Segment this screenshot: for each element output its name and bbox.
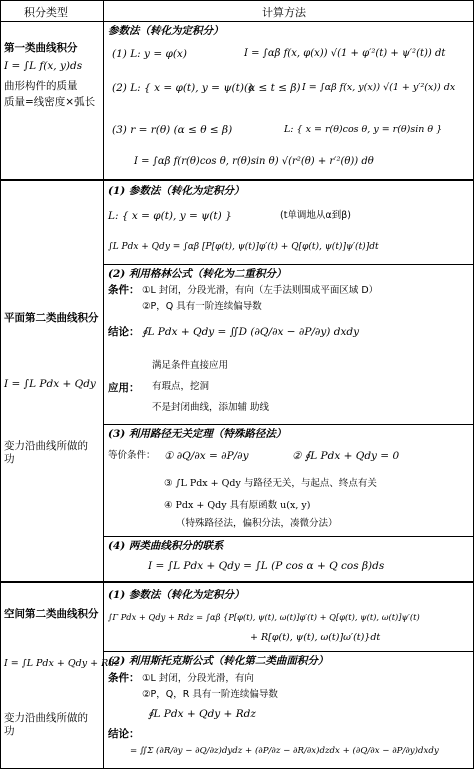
s2-m2-cond2: ②P，Q 具有一阶连续偏导数 xyxy=(142,301,262,312)
s1-case1-formula: I = ∫αβ f(x, φ(x)) √(1 + φ′²(t) + ψ′²(t)) dt xyxy=(244,48,446,59)
subcell-divider-c xyxy=(104,536,474,537)
s2-m1-note: (t单调地从α到β) xyxy=(280,210,351,221)
s2-m1-param: L: { x = φ(t), y = ψ(t) } xyxy=(108,210,232,222)
s3-title: 空间第二类曲线积分 xyxy=(4,608,99,620)
header-method: 计算方法 xyxy=(262,6,306,19)
s1-meaning-2: 质量=线密度×弧长 xyxy=(4,96,96,108)
s3-m2-cond1: ①L 封闭，分段光滑，有向 xyxy=(142,673,254,684)
s2-m3-c3: ③ ∫L Pdx + Qdy 与路径无关，与起点、终点有关 xyxy=(164,478,377,489)
row-divider-1 xyxy=(0,179,474,181)
s3-m1-formula: ∫Γ Pdx + Qdy + Rdz = ∫αβ {P[φ(t), ψ(t), ω(t)]φ′(t) + Q[φ(t), ψ(t), ω(t)]ψ′(t) xyxy=(108,612,420,622)
table-border-top xyxy=(0,0,474,1)
s3-m2-title: (2) 利用斯托克斯公式（转化第二类曲面积分） xyxy=(108,655,329,667)
s3-meaning: 变力沿曲线所做的功 xyxy=(4,712,88,738)
subcell-divider-a xyxy=(104,264,474,265)
s2-m3-cond-label: 等价条件： xyxy=(108,450,156,461)
s3-m2-concl-label: 结论： xyxy=(108,728,140,740)
subcell-divider-d xyxy=(104,651,474,652)
s2-m2-app1: 满足条件直接应用 xyxy=(152,360,229,371)
s2-m3-c2: ② ∮L Pdx + Qdy = 0 xyxy=(292,450,400,462)
s3-m2-concl-b: = ∬Σ (∂R/∂y − ∂Q/∂z)dydz + (∂P/∂z − ∂R/∂x)dzdx + (∂Q/∂x − ∂P/∂y)dxdy xyxy=(130,746,439,756)
s3-m1-title: (1) 参数法（转化为定积分） xyxy=(108,589,245,601)
row-divider-2 xyxy=(0,581,474,583)
s3-m2-cond2: ②P，Q，R 具有一阶连续偏导数 xyxy=(142,689,278,700)
s2-m1-title: (1) 参数法（转化为定积分） xyxy=(108,185,245,197)
s2-m2-cond-label: 条件： xyxy=(108,284,140,296)
s2-title: 平面第二类曲线积分 xyxy=(4,312,99,324)
subcell-divider-b xyxy=(104,424,474,425)
s1-case2-range: (α ≤ t ≤ β) xyxy=(244,82,301,94)
s2-m3-c1: ① ∂Q/∂x = ∂P/∂y xyxy=(164,450,249,462)
s1-case3-param: L: { x = r(θ)cos θ, y = r(θ)sin θ } xyxy=(284,124,443,135)
s2-m3-note: （特殊路径法，偏积分法，凑微分法） xyxy=(176,518,338,529)
table-header-divider xyxy=(0,21,474,22)
table-border-left xyxy=(0,0,1,769)
s2-m3-c4: ④ Pdx + Qdy 具有原函数 u(x, y) xyxy=(164,500,311,511)
s3-m1-formula-2: + R[φ(t), ψ(t), ω(t)]ω′(t)}dt xyxy=(250,632,381,643)
s2-m2-concl: ∮L Pdx + Qdy = ∬D (∂Q/∂x − ∂P/∂y) dxdy xyxy=(142,326,360,338)
s1-formula: I = ∫L f(x, y)ds xyxy=(4,60,83,72)
s2-meaning: 变力沿曲线所做的功 xyxy=(4,440,88,466)
s2-m2-app2: 有瑕点，挖洞 xyxy=(152,381,210,392)
s2-m2-app-label: 应用： xyxy=(108,382,140,394)
s1-meaning: 曲形构件的质量 xyxy=(4,80,78,92)
s2-m2-concl-label: 结论： xyxy=(108,326,140,338)
s2-m2-app3: 不是封闭曲线，添加辅 助线 xyxy=(152,402,270,413)
header-type: 积分类型 xyxy=(24,6,68,19)
s2-m1-formula: ∫L Pdx + Qdy = ∫αβ [P[φ(t), ψ(t)]φ′(t) + Q[φ(t), ψ(t)]ψ′(t)]dt xyxy=(108,242,379,252)
s2-m3-title: (3) 利用路径无关定理（特殊路径法） xyxy=(108,428,287,440)
s1-case1-label: (1) L: y = φ(x) xyxy=(112,48,187,60)
s2-m2-title: (2) 利用格林公式（转化为二重积分） xyxy=(108,268,287,280)
s2-m4-title: (4) 两类曲线积分的联系 xyxy=(108,540,224,552)
s1-case2-formula: I = ∫αβ f(x, y(x)) √(1 + y′²(x)) dx xyxy=(302,82,456,93)
s1-case2-label: (2) L: { x = φ(t), y = ψ(t) } xyxy=(112,82,254,94)
s3-formula: I = ∫L Pdx + Qdy + Rdz xyxy=(4,658,120,669)
s1-case3-formula: I = ∫αβ f(r(θ)cos θ, r(θ)sin θ) √(r²(θ) + r′²(θ)) dθ xyxy=(134,156,374,167)
s2-m2-cond1: ①L 封闭，分段光滑，有向（左手法则围成平面区域 D） xyxy=(142,285,379,296)
s1-title: 第一类曲线积分 xyxy=(4,42,78,54)
column-divider xyxy=(103,0,104,769)
s1-case3-label: (3) r = r(θ) (α ≤ θ ≤ β) xyxy=(112,124,233,136)
s2-formula: I = ∫L Pdx + Qdy xyxy=(4,378,96,390)
s1-method-title: 参数法（转化为定积分） xyxy=(108,25,224,37)
s3-m2-cond-label: 条件： xyxy=(108,672,140,684)
s2-m4-formula: I = ∫L Pdx + Qdy = ∫L (P cos α + Q cos β)ds xyxy=(148,560,385,572)
s3-m2-concl-a: ∮L Pdx + Qdy + Rdz xyxy=(148,708,256,720)
